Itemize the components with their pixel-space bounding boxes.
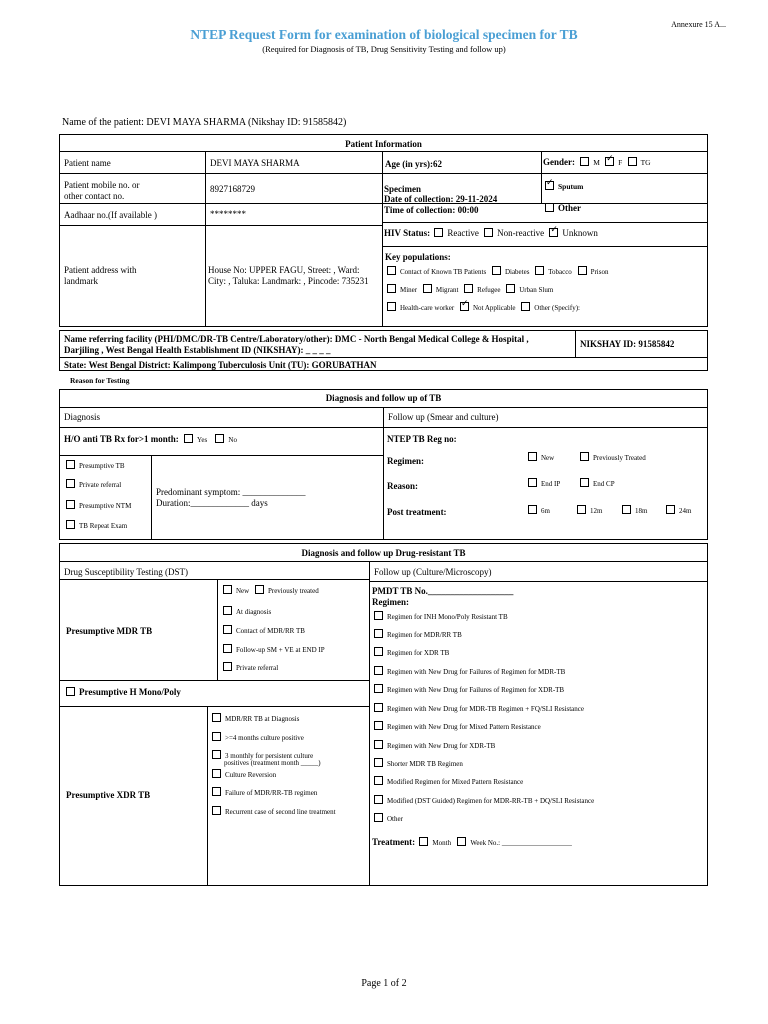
nikshay-id: NIKSHAY ID: 91585842 xyxy=(580,339,675,349)
gender-row xyxy=(543,157,651,168)
kp-prison-label: Prison xyxy=(590,268,609,276)
presumptive-h-checkbox[interactable] xyxy=(66,687,75,696)
drtb-regimen-9-label: Modified Regimen for Mixed Pattern Resistance xyxy=(387,778,524,786)
gender-tg-label: TG xyxy=(640,158,651,167)
kp-urban-checkbox[interactable] xyxy=(506,284,515,293)
tb-diagnosis-header: Diagnosis and follow up of TB xyxy=(325,393,442,403)
kp-contact-label: Contact of Known TB Patients xyxy=(400,268,487,276)
patient-name-value: DEVI MAYA SHARMA xyxy=(210,158,300,168)
private-referral-option xyxy=(66,479,121,489)
xdr-item-0-checkbox[interactable] xyxy=(212,713,221,722)
xdr-item-1-checkbox[interactable] xyxy=(212,732,221,741)
kp-tobacco-checkbox[interactable] xyxy=(535,266,544,275)
xdr-item-1-label: >=4 months culture positive xyxy=(225,734,304,742)
kp-hcw-label: Health-care worker xyxy=(400,304,455,312)
mdr-new-label: New xyxy=(236,587,250,595)
kp-contact-checkbox[interactable] xyxy=(387,266,396,275)
post-12m-label: 12m xyxy=(590,507,603,515)
presumptive-ntm-checkbox[interactable] xyxy=(66,500,75,509)
post-18m-checkbox[interactable] xyxy=(622,505,631,514)
followup-sm-option xyxy=(223,644,325,654)
hiv-reactive-checkbox[interactable] xyxy=(434,228,443,237)
ho-anti-tb-row xyxy=(64,434,237,444)
end-cp-option xyxy=(580,478,615,488)
mobile-value: 8927168729 xyxy=(210,184,255,194)
aadhaar-value: ******** xyxy=(210,209,246,219)
drtb-regimen-1-label: Regimen for MDR/RR TB xyxy=(387,631,462,639)
drtb-regimen-6-checkbox[interactable] xyxy=(374,721,383,730)
drtb-regimen-1 xyxy=(374,629,462,639)
page-number: Page 1 of 2 xyxy=(361,978,407,989)
presumptive-h-option xyxy=(66,687,181,697)
private-referral-checkbox[interactable] xyxy=(66,479,75,488)
xdr-item-6 xyxy=(212,806,336,816)
xdr-item-5 xyxy=(212,787,317,797)
tb-repeat-option xyxy=(66,520,127,530)
kp-na-checkbox[interactable] xyxy=(460,302,469,311)
post-18m-option xyxy=(622,505,647,515)
drtb-regimen-4-checkbox[interactable] xyxy=(374,684,383,693)
address-value-1: House No: UPPER FAGU, Street: , Ward: xyxy=(208,265,360,275)
hiv-label: HIV Status: xyxy=(384,228,431,238)
treatment-week-label: Week No.: ____________________ xyxy=(470,839,572,847)
post-6m-option xyxy=(528,505,550,515)
drtb-regimen-11-checkbox[interactable] xyxy=(374,813,383,822)
post-12m-checkbox[interactable] xyxy=(577,505,586,514)
drtb-regimen-11 xyxy=(374,813,403,823)
predominant-symptom: Predominant symptom: ______________ xyxy=(156,487,306,497)
mobile-label-2: other contact no. xyxy=(64,191,125,201)
hiv-nonreactive-label: Non-reactive xyxy=(497,228,545,238)
drtb-regimen-7-checkbox[interactable] xyxy=(374,740,383,749)
drtb-regimen-11-label: Other xyxy=(387,815,403,823)
followup-smear-label: Follow up (Smear and culture) xyxy=(388,412,499,422)
hiv-reactive-label: Reactive xyxy=(447,228,479,238)
regimen-new-checkbox[interactable] xyxy=(528,452,537,461)
xdr-item-2-label: 3 monthly for persistent culture xyxy=(225,752,314,760)
drtb-regimen-10-label: Modified (DST Guided) Regimen for MDR-RR-TB + DQ/SLI Resistance xyxy=(387,797,595,805)
mdr-new-checkbox[interactable] xyxy=(223,585,232,594)
drtb-regimen-1-checkbox[interactable] xyxy=(374,629,383,638)
at-diagnosis-label: At diagnosis xyxy=(236,608,272,616)
hiv-nonreactive-checkbox[interactable] xyxy=(484,228,493,237)
presumptive-tb-label: Presumptive TB xyxy=(79,462,125,470)
contact-mdr-checkbox[interactable] xyxy=(223,625,232,634)
sputum-checkbox[interactable] xyxy=(545,181,554,190)
referring-facility-line-2: Darjiling , West Bengal Health Establishment ID (NIKSHAY): _ _ _ _ xyxy=(64,345,331,355)
pmdt-tb-no: PMDT TB No.___________________ xyxy=(372,586,514,596)
sputum-option xyxy=(545,181,583,192)
end-ip-label: End IP xyxy=(541,480,561,488)
drtb-regimen-2-checkbox[interactable] xyxy=(374,647,383,656)
reason-for-testing: Reason for Testing xyxy=(70,376,130,385)
drtb-regimen-label: Regimen: xyxy=(372,597,409,607)
other-specimen-checkbox[interactable] xyxy=(545,203,554,212)
treatment-month-checkbox[interactable] xyxy=(419,837,428,846)
xdr-item-0 xyxy=(212,713,299,723)
drtb-regimen-10 xyxy=(374,795,594,805)
post-treatment-label: Post treatment: xyxy=(387,507,447,517)
drtb-header: Diagnosis and follow up Drug-resistant TB xyxy=(301,548,466,558)
gender-tg-checkbox[interactable] xyxy=(628,157,637,166)
drtb-regimen-8-label: Shorter MDR TB Regimen xyxy=(387,760,463,768)
drtb-regimen-7-label: Regimen with New Drug for XDR-TB xyxy=(387,742,496,750)
ho-no-checkbox[interactable] xyxy=(215,434,224,443)
time-of-collection: Time of collection: 00:00 xyxy=(384,205,479,215)
drtb-regimen-9-checkbox[interactable] xyxy=(374,776,383,785)
ho-anti-tb-label: H/O anti TB Rx for>1 month: xyxy=(64,434,179,444)
kp-migrant-checkbox[interactable] xyxy=(423,284,432,293)
gender-m-checkbox[interactable] xyxy=(580,157,589,166)
address-value-2: City: , Taluka: Landmark: , Pincode: 735231 xyxy=(208,276,369,286)
drtb-regimen-8-checkbox[interactable] xyxy=(374,758,383,767)
xdr-item-0-label: MDR/RR TB at Diagnosis xyxy=(225,715,300,723)
drtb-regimen-7 xyxy=(374,740,495,750)
regimen-prev-label: Previously Treated xyxy=(593,454,646,462)
xdr-item-5-label: Failure of MDR/RR-TB regimen xyxy=(225,789,318,797)
annexure-label: Annexure 15 A... xyxy=(671,20,726,29)
date-of-collection: Date of collection: 29-11-2024 xyxy=(384,194,498,204)
end-ip-checkbox[interactable] xyxy=(528,478,537,487)
drtb-regimen-0-label: Regimen for INH Mono/Poly Resistant TB xyxy=(387,613,508,621)
regimen-label: Regimen: xyxy=(387,456,424,466)
xdr-item-4-checkbox[interactable] xyxy=(212,769,221,778)
kp-prison-checkbox[interactable] xyxy=(578,266,587,275)
regimen-new-option xyxy=(528,452,554,462)
post-24m-checkbox[interactable] xyxy=(666,505,675,514)
drtb-regimen-10-checkbox[interactable] xyxy=(374,795,383,804)
xdr-item-4-label: Culture Reversion xyxy=(225,771,277,779)
gender-label: Gender: xyxy=(543,157,575,167)
drtb-regimen-0 xyxy=(374,611,508,621)
followup-sm-checkbox[interactable] xyxy=(223,644,232,653)
xdr-item-5-checkbox[interactable] xyxy=(212,787,221,796)
xdr-item-2-checkbox[interactable] xyxy=(212,750,221,759)
patient-info-header: Patient Information xyxy=(345,139,422,149)
post-6m-label: 6m xyxy=(541,507,550,515)
reason-label: Reason: xyxy=(387,481,418,491)
key-populations-row-2 xyxy=(387,284,553,294)
post-24m-option xyxy=(666,505,691,515)
hiv-status-row xyxy=(384,228,598,238)
mdr-prev-checkbox[interactable] xyxy=(255,585,264,594)
drtb-regimen-3-label: Regimen with New Drug for Failures of Regimen for MDR-TB xyxy=(387,668,566,676)
presumptive-ntm-option xyxy=(66,500,131,510)
kp-urban-label: Urban Slum xyxy=(519,286,554,294)
address-label-2: landmark xyxy=(64,276,98,286)
gender-f-label: F xyxy=(618,158,623,167)
duration: Duration:_____________ days xyxy=(156,498,268,508)
drtb-regimen-5-checkbox[interactable] xyxy=(374,703,383,712)
dst-label: Drug Susceptibility Testing (DST) xyxy=(64,567,188,577)
mdr-private-referral-label: Private referral xyxy=(236,664,279,672)
form-subtitle: (Required for Diagnosis of TB, Drug Sensitivity Testing and follow up) xyxy=(262,44,506,54)
at-diagnosis-checkbox[interactable] xyxy=(223,606,232,615)
mobile-label-1: Patient mobile no. or xyxy=(64,180,140,190)
other-specimen-label: Other xyxy=(558,203,581,213)
presumptive-tb-checkbox[interactable] xyxy=(66,460,75,469)
drtb-regimen-4 xyxy=(374,684,564,694)
hiv-unknown-label: Unknown xyxy=(562,228,598,238)
presumptive-xdr-label: Presumptive XDR TB xyxy=(66,790,151,800)
drtb-regimen-5-label: Regimen with New Drug for MDR-TB Regimen + FQ/SLI Resistance xyxy=(387,705,585,713)
patient-name-line: Name of the patient: DEVI MAYA SHARMA (Nikshay ID: 91585842) xyxy=(62,117,347,128)
followup-culture-label: Follow up (Culture/Microscopy) xyxy=(374,567,492,577)
followup-sm-label: Follow-up SM + VE at END IP xyxy=(236,646,325,654)
kp-tobacco-label: Tobacco xyxy=(548,268,572,276)
presumptive-tb-option xyxy=(66,460,125,470)
aadhaar-label: Aadhaar no.(If available ) xyxy=(64,210,157,220)
kp-refugee-checkbox[interactable] xyxy=(464,284,473,293)
xdr-item-4 xyxy=(212,769,276,779)
drtb-regimen-0-checkbox[interactable] xyxy=(374,611,383,620)
kp-hcw-checkbox[interactable] xyxy=(387,302,396,311)
kp-miner-label: Miner xyxy=(400,286,418,294)
treatment-label: Treatment: xyxy=(372,837,416,847)
ho-yes-checkbox[interactable] xyxy=(184,434,193,443)
mdr-prev-label: Previously treated xyxy=(267,587,319,595)
presumptive-mdr-label: Presumptive MDR TB xyxy=(66,626,153,636)
post-6m-checkbox[interactable] xyxy=(528,505,537,514)
xdr-item-6-label: Recurrent case of second line treatment xyxy=(225,808,336,816)
ho-no-label: No xyxy=(228,436,237,444)
state-district-line: State: West Bengal District: Kalimpong Tuberculosis Unit (TU): GORUBATHAN xyxy=(64,360,377,370)
drtb-regimen-3 xyxy=(374,666,565,676)
kp-na-label: Not Applicable xyxy=(472,304,516,312)
diagnosis-label: Diagnosis xyxy=(64,412,100,422)
specimen-label: Specimen xyxy=(384,184,421,194)
xdr-item-2-continued: positives (treatment month _____) xyxy=(224,759,321,767)
drtb-regimen-4-label: Regimen with New Drug for Failures of Regimen for XDR-TB xyxy=(387,686,565,694)
treatment-week-checkbox[interactable] xyxy=(457,837,466,846)
address-label-1: Patient address with xyxy=(64,265,137,275)
hiv-unknown-checkbox[interactable] xyxy=(549,228,558,237)
tb-repeat-checkbox[interactable] xyxy=(66,520,75,529)
mdr-new-prev-row xyxy=(223,585,319,595)
regimen-new-label: New xyxy=(541,454,555,462)
mdr-private-referral-checkbox[interactable] xyxy=(223,662,232,671)
drtb-regimen-5 xyxy=(374,703,584,713)
regimen-prev-checkbox[interactable] xyxy=(580,452,589,461)
patient-name-label: Patient name xyxy=(64,158,111,168)
age-label: Age (in yrs):62 xyxy=(385,159,442,169)
treatment-month-label: Month xyxy=(432,839,452,847)
kp-other-checkbox[interactable] xyxy=(521,302,530,311)
ho-yes-label: Yes xyxy=(196,436,208,444)
contact-mdr-option xyxy=(223,625,305,635)
kp-migrant-label: Migrant xyxy=(435,286,459,294)
key-populations-row-1 xyxy=(387,266,608,276)
drtb-regimen-6 xyxy=(374,721,541,731)
referring-facility-line-1: Name referring facility (PHI/DMC/DR-TB Centre/Laboratory/other): DMC - North Bengal Medical College & Hospital , xyxy=(64,334,529,344)
drtb-regimen-8 xyxy=(374,758,463,768)
post-12m-option xyxy=(577,505,602,515)
regimen-prev-option xyxy=(580,452,646,462)
ntep-reg-label: NTEP TB Reg no: xyxy=(387,434,457,444)
drtb-regimen-2 xyxy=(374,647,449,657)
end-ip-option xyxy=(528,478,560,488)
presumptive-ntm-label: Presumptive NTM xyxy=(79,502,132,510)
other-specimen-option xyxy=(545,203,581,213)
key-populations-row-3 xyxy=(387,302,580,312)
end-cp-label: End CP xyxy=(593,480,615,488)
presumptive-h-label: Presumptive H Mono/Poly xyxy=(79,687,181,697)
gender-f-checkbox[interactable] xyxy=(605,157,614,166)
post-18m-label: 18m xyxy=(635,507,648,515)
kp-other-label: Other (Specify): xyxy=(534,304,580,312)
contact-mdr-label: Contact of MDR/RR TB xyxy=(236,627,305,635)
post-24m-label: 24m xyxy=(679,507,692,515)
kp-diabetes-label: Diabetes xyxy=(504,268,530,276)
sputum-label: Sputum xyxy=(558,182,584,191)
kp-diabetes-checkbox[interactable] xyxy=(492,266,501,275)
gender-m-label: M xyxy=(593,158,600,167)
kp-refugee-label: Refugee xyxy=(477,286,501,294)
key-populations-label: Key populations: xyxy=(385,252,451,262)
treatment-row xyxy=(372,837,572,847)
drtb-regimen-2-label: Regimen for XDR TB xyxy=(387,649,450,657)
drtb-regimen-9 xyxy=(374,776,523,786)
drtb-regimen-6-label: Regimen with New Drug for Mixed Pattern Resistance xyxy=(387,723,541,731)
at-diagnosis-option xyxy=(223,606,271,616)
end-cp-checkbox[interactable] xyxy=(580,478,589,487)
tb-repeat-label: TB Repeat Exam xyxy=(79,522,128,530)
mdr-private-referral-option xyxy=(223,662,278,672)
kp-miner-checkbox[interactable] xyxy=(387,284,396,293)
form-title: NTEP Request Form for examination of biological specimen for TB xyxy=(190,27,578,42)
drtb-regimen-3-checkbox[interactable] xyxy=(374,666,383,675)
xdr-item-6-checkbox[interactable] xyxy=(212,806,221,815)
private-referral-label: Private referral xyxy=(79,481,122,489)
xdr-item-1 xyxy=(212,732,304,742)
